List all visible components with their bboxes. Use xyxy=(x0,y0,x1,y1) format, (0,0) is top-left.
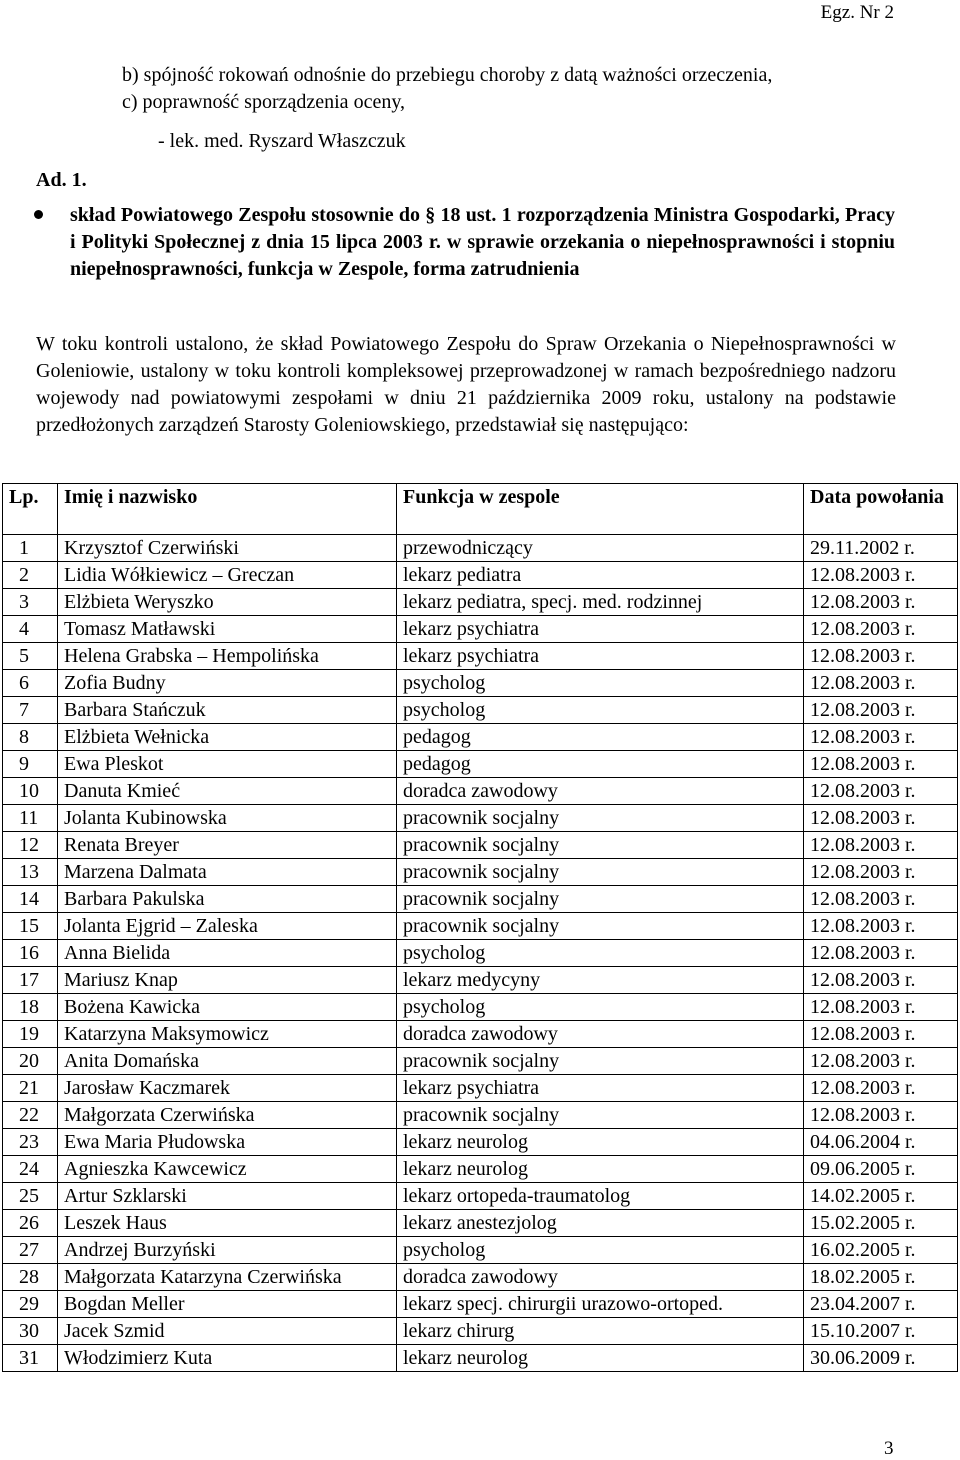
member-function: lekarz psychiatra xyxy=(397,643,804,670)
row-number: 31 xyxy=(3,1345,58,1372)
member-name: Jolanta Kubinowska xyxy=(58,805,397,832)
table-row xyxy=(3,724,958,751)
section-bullet-text: skład Powiatowego Zespołu stosownie do § 18 ust. 1 rozporządzenia Ministra Gospodarki, Pracy i Polityki Społecznej z dnia 15 lipca 2003 r. w sprawie orzekania o niepełnosprawności i stopniu niepełnosprawności, funkcja w Zespole, forma zatrudnienia xyxy=(70,204,895,280)
appointment-date: 30.06.2009 r. xyxy=(804,1345,958,1372)
member-name: Jolanta Ejgrid – Zaleska xyxy=(58,913,397,940)
table-row xyxy=(3,1345,958,1372)
member-function: lekarz pediatra, specj. med. rodzinnej xyxy=(397,589,804,616)
table-row xyxy=(3,778,958,805)
member-function: pracownik socjalny xyxy=(397,913,804,940)
appointment-date: 12.08.2003 r. xyxy=(804,724,958,751)
row-number: 17 xyxy=(3,967,58,994)
table-row xyxy=(3,1210,958,1237)
table-row xyxy=(3,1183,958,1210)
table-row xyxy=(3,1291,958,1318)
findings-paragraph: W toku kontroli ustalono, że skład Powiatowego Zespołu do Spraw Orzekania o Niepełnosprawności w Goleniowie, ustalony w toku kontroli kompleksowej przeprowadzonej w ramach bezpośredniego nadzoru wojewody nad powiatowymi zespołami w dniu 21 października 2009 roku, ustalony na podstawie przedłożonych zarządzeń Starosty Goleniowskiego, przedstawiał się następująco: xyxy=(36,333,896,436)
row-number: 29 xyxy=(3,1291,58,1318)
appointment-date: 09.06.2005 r. xyxy=(804,1156,958,1183)
table-row xyxy=(3,940,958,967)
row-number: 13 xyxy=(3,859,58,886)
row-number: 11 xyxy=(3,805,58,832)
appointment-date: 12.08.2003 r. xyxy=(804,778,958,805)
row-number: 19 xyxy=(3,1021,58,1048)
member-function: lekarz ortopeda-traumatolog xyxy=(397,1183,804,1210)
appointment-date: 12.08.2003 r. xyxy=(804,1021,958,1048)
appointment-date: 12.08.2003 r. xyxy=(804,616,958,643)
row-number: 30 xyxy=(3,1318,58,1345)
row-number: 6 xyxy=(3,670,58,697)
member-name: Elżbieta Wełnicka xyxy=(58,724,397,751)
member-function: lekarz chirurg xyxy=(397,1318,804,1345)
member-function: psycholog xyxy=(397,940,804,967)
table-row xyxy=(3,1102,958,1129)
col-name-header: Imię i nazwisko xyxy=(58,484,397,535)
member-function: lekarz neurolog xyxy=(397,1345,804,1372)
appointment-date: 12.08.2003 r. xyxy=(804,967,958,994)
row-number: 27 xyxy=(3,1237,58,1264)
member-name: Anita Domańska xyxy=(58,1048,397,1075)
appointment-date: 29.11.2002 r. xyxy=(804,535,958,562)
table-row xyxy=(3,1048,958,1075)
member-name: Ewa Maria Płudowska xyxy=(58,1129,397,1156)
member-name: Renata Breyer xyxy=(58,832,397,859)
row-number: 21 xyxy=(3,1075,58,1102)
member-function: doradca zawodowy xyxy=(397,778,804,805)
member-function: pracownik socjalny xyxy=(397,1048,804,1075)
row-number: 16 xyxy=(3,940,58,967)
member-name: Barbara Pakulska xyxy=(58,886,397,913)
table-row xyxy=(3,535,958,562)
member-function: psycholog xyxy=(397,670,804,697)
member-name: Barbara Stańczuk xyxy=(58,697,397,724)
appointment-date: 14.02.2005 r. xyxy=(804,1183,958,1210)
appointment-date: 16.02.2005 r. xyxy=(804,1237,958,1264)
appointment-date: 18.02.2005 r. xyxy=(804,1264,958,1291)
table-row xyxy=(3,1318,958,1345)
doctor-line: - lek. med. Ryszard Właszczuk xyxy=(158,130,406,152)
member-name: Elżbieta Weryszko xyxy=(58,589,397,616)
table-row xyxy=(3,751,958,778)
row-number: 2 xyxy=(3,562,58,589)
member-name: Krzysztof Czerwiński xyxy=(58,535,397,562)
table-row xyxy=(3,1129,958,1156)
appointment-date: 12.08.2003 r. xyxy=(804,1102,958,1129)
row-number: 8 xyxy=(3,724,58,751)
member-function: lekarz psychiatra xyxy=(397,1075,804,1102)
row-number: 14 xyxy=(3,886,58,913)
member-function: psycholog xyxy=(397,1237,804,1264)
member-function: pedagog xyxy=(397,724,804,751)
member-function: pracownik socjalny xyxy=(397,805,804,832)
appointment-date: 12.08.2003 r. xyxy=(804,805,958,832)
row-number: 20 xyxy=(3,1048,58,1075)
col-date-header: Data powołania xyxy=(804,484,958,535)
col-lp-header: Lp. xyxy=(3,484,58,535)
row-number: 1 xyxy=(3,535,58,562)
member-name: Leszek Haus xyxy=(58,1210,397,1237)
table-row xyxy=(3,1156,958,1183)
member-name: Bogdan Meller xyxy=(58,1291,397,1318)
appointment-date: 12.08.2003 r. xyxy=(804,589,958,616)
member-name: Helena Grabska – Hempolińska xyxy=(58,643,397,670)
member-function: przewodniczący xyxy=(397,535,804,562)
member-name: Jacek Szmid xyxy=(58,1318,397,1345)
row-number: 25 xyxy=(3,1183,58,1210)
appointment-date: 12.08.2003 r. xyxy=(804,643,958,670)
row-number: 26 xyxy=(3,1210,58,1237)
member-name: Małgorzata Katarzyna Czerwińska xyxy=(58,1264,397,1291)
member-name: Małgorzata Czerwińska xyxy=(58,1102,397,1129)
table-row xyxy=(3,913,958,940)
row-number: 28 xyxy=(3,1264,58,1291)
member-name: Włodzimierz Kuta xyxy=(58,1345,397,1372)
row-number: 9 xyxy=(3,751,58,778)
row-number: 4 xyxy=(3,616,58,643)
member-name: Marzena Dalmata xyxy=(58,859,397,886)
appointment-date: 12.08.2003 r. xyxy=(804,913,958,940)
member-function: lekarz specj. chirurgii urazowo-ortoped. xyxy=(397,1291,804,1318)
point-c: c) poprawność sporządzenia oceny, xyxy=(122,91,406,113)
member-function: pracownik socjalny xyxy=(397,886,804,913)
row-number: 22 xyxy=(3,1102,58,1129)
appointment-date: 12.08.2003 r. xyxy=(804,751,958,778)
point-b: b) spójność rokowań odnośnie do przebiegu choroby z datą ważności orzeczenia, xyxy=(122,64,773,86)
table-row xyxy=(3,886,958,913)
table-row xyxy=(3,994,958,1021)
appointment-date: 12.08.2003 r. xyxy=(804,940,958,967)
member-function: pracownik socjalny xyxy=(397,859,804,886)
member-function: lekarz pediatra xyxy=(397,562,804,589)
table-row xyxy=(3,616,958,643)
staff-table-body xyxy=(3,535,958,1372)
appointment-date: 12.08.2003 r. xyxy=(804,994,958,1021)
staff-table xyxy=(2,483,958,1372)
row-number: 7 xyxy=(3,697,58,724)
row-number: 15 xyxy=(3,913,58,940)
member-name: Ewa Pleskot xyxy=(58,751,397,778)
table-row xyxy=(3,589,958,616)
table-row xyxy=(3,1021,958,1048)
member-function: psycholog xyxy=(397,994,804,1021)
page-number: 3 xyxy=(884,1438,894,1459)
member-function: pedagog xyxy=(397,751,804,778)
member-name: Danuta Kmieć xyxy=(58,778,397,805)
member-function: doradca zawodowy xyxy=(397,1021,804,1048)
member-function: psycholog xyxy=(397,697,804,724)
appointment-date: 12.08.2003 r. xyxy=(804,1075,958,1102)
member-function: lekarz neurolog xyxy=(397,1156,804,1183)
document-copy-number: Egz. Nr 2 xyxy=(820,2,894,23)
table-row xyxy=(3,1075,958,1102)
table-row xyxy=(3,643,958,670)
ad-heading: Ad. 1. xyxy=(36,169,87,191)
member-name: Jarosław Kaczmarek xyxy=(58,1075,397,1102)
table-row xyxy=(3,805,958,832)
member-function: pracownik socjalny xyxy=(397,832,804,859)
appointment-date: 15.10.2007 r. xyxy=(804,1318,958,1345)
member-name: Andrzej Burzyński xyxy=(58,1237,397,1264)
appointment-date: 12.08.2003 r. xyxy=(804,1048,958,1075)
member-name: Bożena Kawicka xyxy=(58,994,397,1021)
row-number: 12 xyxy=(3,832,58,859)
appointment-date: 15.02.2005 r. xyxy=(804,1210,958,1237)
appointment-date: 04.06.2004 r. xyxy=(804,1129,958,1156)
member-name: Mariusz Knap xyxy=(58,967,397,994)
member-function: doradca zawodowy xyxy=(397,1264,804,1291)
member-name: Tomasz Matławski xyxy=(58,616,397,643)
col-function-header: Funkcja w zespole xyxy=(397,484,804,535)
appointment-date: 12.08.2003 r. xyxy=(804,562,958,589)
row-number: 5 xyxy=(3,643,58,670)
member-function: pracownik socjalny xyxy=(397,1102,804,1129)
row-number: 3 xyxy=(3,589,58,616)
row-number: 24 xyxy=(3,1156,58,1183)
member-name: Katarzyna Maksymowicz xyxy=(58,1021,397,1048)
table-row xyxy=(3,670,958,697)
appointment-date: 12.08.2003 r. xyxy=(804,886,958,913)
member-function: lekarz medycyny xyxy=(397,967,804,994)
table-row xyxy=(3,1264,958,1291)
appointment-date: 23.04.2007 r. xyxy=(804,1291,958,1318)
appointment-date: 12.08.2003 r. xyxy=(804,670,958,697)
table-header-row xyxy=(3,484,958,535)
table-row xyxy=(3,562,958,589)
member-name: Agnieszka Kawcewicz xyxy=(58,1156,397,1183)
table-row xyxy=(3,832,958,859)
row-number: 10 xyxy=(3,778,58,805)
member-name: Lidia Wółkiewicz – Greczan xyxy=(58,562,397,589)
row-number: 18 xyxy=(3,994,58,1021)
bullet-icon xyxy=(34,210,43,219)
appointment-date: 12.08.2003 r. xyxy=(804,697,958,724)
member-name: Anna Bielida xyxy=(58,940,397,967)
member-function: lekarz neurolog xyxy=(397,1129,804,1156)
member-function: lekarz anestezjolog xyxy=(397,1210,804,1237)
appointment-date: 12.08.2003 r. xyxy=(804,832,958,859)
table-row xyxy=(3,697,958,724)
member-function: lekarz psychiatra xyxy=(397,616,804,643)
table-row xyxy=(3,1237,958,1264)
row-number: 23 xyxy=(3,1129,58,1156)
table-row xyxy=(3,967,958,994)
member-name: Artur Szklarski xyxy=(58,1183,397,1210)
appointment-date: 12.08.2003 r. xyxy=(804,859,958,886)
table-row xyxy=(3,859,958,886)
member-name: Zofia Budny xyxy=(58,670,397,697)
